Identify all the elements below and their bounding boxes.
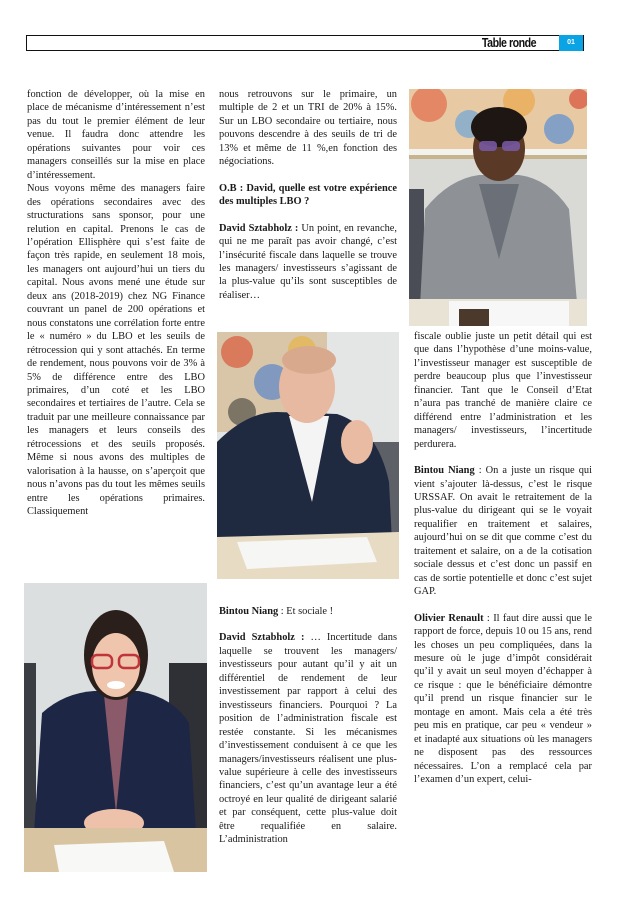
answer-paragraph: [219, 605, 397, 618]
speaker-name: David Sztabholz :: [219, 222, 299, 234]
photo-bintou-niang: [409, 89, 587, 326]
paragraph: Nous voyons même des managers faire des opérations secondaires avec des structurations sans sponsor, pour une relution en capital. Prenons le cas de l’opération Ellisphère qui s’est faite de façon très rapide, en seulement 18 mois, les managers ont aujourd’hui un tiers du capital. Nous avons mené une étude sur deux ans (2018-2019) chez NG Finance couvrant un panel de 200 opérations et nous constatons une corrélation forte entre le « numéro » du LBO et les seuils de rétrocession qui y sont attachés. En terme de rendement, nous pouvons voir de 3% à 5% de différence entre des LBO primaires, d’un coté et les LBO secondaires et tertiaires de l’autre. Cela se traduit par une meilleure connaissance par les managers et leurs conseils des rétrocessions et des seuils proposés. Même si nous avons des multiples de valorisation à la hausse, on s’aperçoit que nous n’avons pas du tout les mêmes seuils entre les opérations primaires. Classiquement: [27, 183, 205, 518]
answer-text: : Il faut dire aussi que le rapport de force, depuis 10 ou 15 ans, rend les choses un peu compliquées, dans la mesure où le juge d’impôt considérait qu’il y avait un seul moyen d’échapper à ce risque : que le bénéficiaire démontre qu’il prend un risque financier sur le montage en amont. Mais cela a été très peu mis en pratique, car peu « vendeur » et inadapté aux situations où les managers ne disposent pas des ressources nécessaires. L’on a remplacé cela par l’examen d’un expert, celui-: [414, 612, 592, 786]
answer-text: : On a juste un risque qui vient s’ajouter là-dessus, c’est le risque URSSAF. On avait le retraitement de la plus-value du dirigeant qui se le voyait requalifier en traitement et salaires, aujourd’hui on se dit que comme c’est du traitement et salaire, on a de la cotisation sociale dessus et c’est donc un passif en cas de sortie potentielle et donc c’est sujet GAP.: [414, 465, 592, 598]
portrait-man-navy-suit-image: [217, 332, 399, 579]
answer-paragraph: [414, 464, 592, 599]
interview-question: [219, 182, 397, 209]
portrait-woman-gray-blazer-image: [409, 89, 587, 326]
speaker-name: David Sztabholz :: [219, 632, 305, 644]
answer-text: Un point, en revanche, qui ne me paraît pas avoir changé, c’est l’insécurité fiscale dans laquelle se trouve les managers/ investisseurs s’agissant de la plus-value qu’ils sont susceptibles de réaliser…: [219, 222, 397, 301]
answer-paragraph: [219, 222, 397, 303]
column-1: [27, 88, 205, 519]
answer-paragraph: [219, 631, 397, 846]
question-text: O.B : David, quelle est votre expérience des multiples LBO ?: [219, 182, 397, 208]
speaker-name: Olivier Renault: [414, 612, 484, 624]
photo-woman-red-glasses: [24, 583, 207, 872]
column-2-bottom: [219, 605, 397, 847]
paragraph: fonction de développer, où la mise en place de mécanisme d’intéressement n’est pas du tout le premier élément de leur venue. Il faudra donc attendre les opérations suivantes pour voir ces managers conseillés sur la mise en place d’intéressement.: [27, 89, 205, 181]
page-number-badge: 01: [559, 35, 584, 51]
speaker-name: Bintou Niang: [219, 606, 279, 617]
photo-david-sztabholz: [217, 332, 399, 579]
answer-paragraph: [414, 612, 592, 787]
answer-text: : Et sociale !: [278, 606, 334, 617]
answer-text: … Incertitude dans laquelle se trouvent les managers/ investisseurs pour autant qu’il y ait un différentiel de rendement de leur investissement par rapport à celui des investisseurs financiers. Pourquoi ? La position de l’administration fiscale est restée constante. Si les mécanismes d’investissement conduisent à ce que les managers/investisseurs réalisent une plus-value supérieure à celle des investisseurs financiers, c’est qu’un avantage leur a été octroyé en leur qualité de dirigeant salarié et par conséquent, cette plus-value doit être requalifiée en salaire. L’administration: [219, 632, 398, 846]
column-3: [414, 330, 592, 787]
page-header: [26, 35, 583, 51]
column-2-top: [219, 88, 397, 302]
paragraph: nous retrouvons sur le primaire, un multiple de 2 et un TRI de 20% à 15%. Sur un LBO secondaire ou tertiaire, nous pouvons descendre à des seuils de tri de 13% et même de 11 %,en fonction des négociations.: [219, 89, 397, 168]
speaker-name: Bintou Niang: [414, 465, 475, 477]
paragraph: fiscale oublie juste un petit détail qui est que dans l’hypothèse d’une moins-value, l’investisseur manager est susceptible de perdre beaucoup plus que l’investisseur financier. Tant que le Conseil d’Etat n’aura pas tranché de manière claire ce différend entre l’administration et les managers/ investisseurs, l’incertitude perdurera.: [414, 331, 592, 450]
portrait-woman-red-glasses-image: [24, 583, 207, 872]
section-title: Table ronde: [481, 35, 536, 50]
